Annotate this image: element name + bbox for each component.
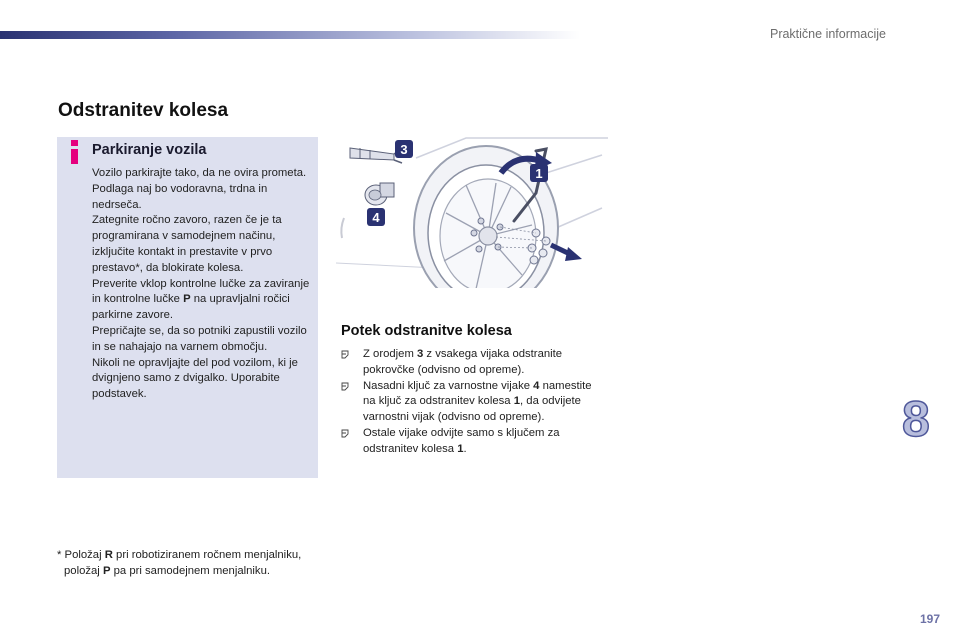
page-title: Odstranitev kolesa (58, 100, 229, 121)
wheel-removal-illustration (336, 133, 608, 288)
svg-text:3: 3 (400, 142, 408, 157)
info-paragraph: Zategnite ročno zavoro, razen če je ta programirana v samodejnem načinu, izključite kontakt in prestavite v prvo prestavo*, da blokirate kolesa. (92, 214, 282, 274)
step-bullet-icon (341, 429, 349, 438)
info-paragraph: Preverite vklop kontrolne lučke za zaviranje in kontrolne lučke P na upravljalni ročici parkirne zavore. (92, 277, 310, 322)
callout-4 (367, 208, 385, 226)
info-box-title: Parkiranje vozila (92, 142, 207, 158)
procedure-step: Z orodjem 3 z vsakega vijaka odstranite pokrovčke (odvisno od opreme). (341, 347, 601, 379)
page-number: 197 (919, 612, 940, 626)
info-icon (68, 140, 82, 164)
step-bullet-icon (341, 382, 349, 391)
procedure-steps (341, 347, 601, 458)
svg-text:4: 4 (372, 210, 380, 225)
info-box-text (92, 166, 316, 403)
svg-text:1: 1 (535, 166, 543, 181)
callout-1 (530, 164, 548, 182)
chapter-number: 8 (902, 391, 930, 447)
procedure-title: Potek odstranitve kolesa (341, 323, 512, 339)
info-paragraph: Vozilo parkirajte tako, da ne ovira prometa. Podlaga naj bo vodoravna, trdna in nedrseča. (92, 167, 307, 211)
cap-remover-tool (350, 148, 402, 163)
callout-3 (395, 140, 413, 158)
info-paragraph: Nikoli ne opravljajte del pod vozilom, ki je dvignjeno samo z dvigalko. Uporabite podstavek. (92, 356, 298, 401)
step-bullet-icon (341, 350, 349, 359)
footnote: * Položaj R pri robotiziranem ročnem menjalniku, položaj P pa pri samodejnem menjalniku. (57, 549, 302, 577)
procedure-step: Ostale vijake odvijte samo s ključem za odstranitev kolesa 1. (341, 426, 601, 458)
section-name: Praktične informacije (769, 27, 886, 41)
info-paragraph: Prepričajte se, da so potniki zapustili vozilo in se nahajajo na varnem območju. (92, 324, 307, 353)
header-bar (0, 31, 580, 39)
procedure-step: Nasadni ključ za varnostne vijake 4 namestite na ključ za odstranitev kolesa 1, da odvijete varnostni vijak (odvisno od opreme). (341, 379, 601, 426)
lock-socket-tool (365, 183, 394, 205)
